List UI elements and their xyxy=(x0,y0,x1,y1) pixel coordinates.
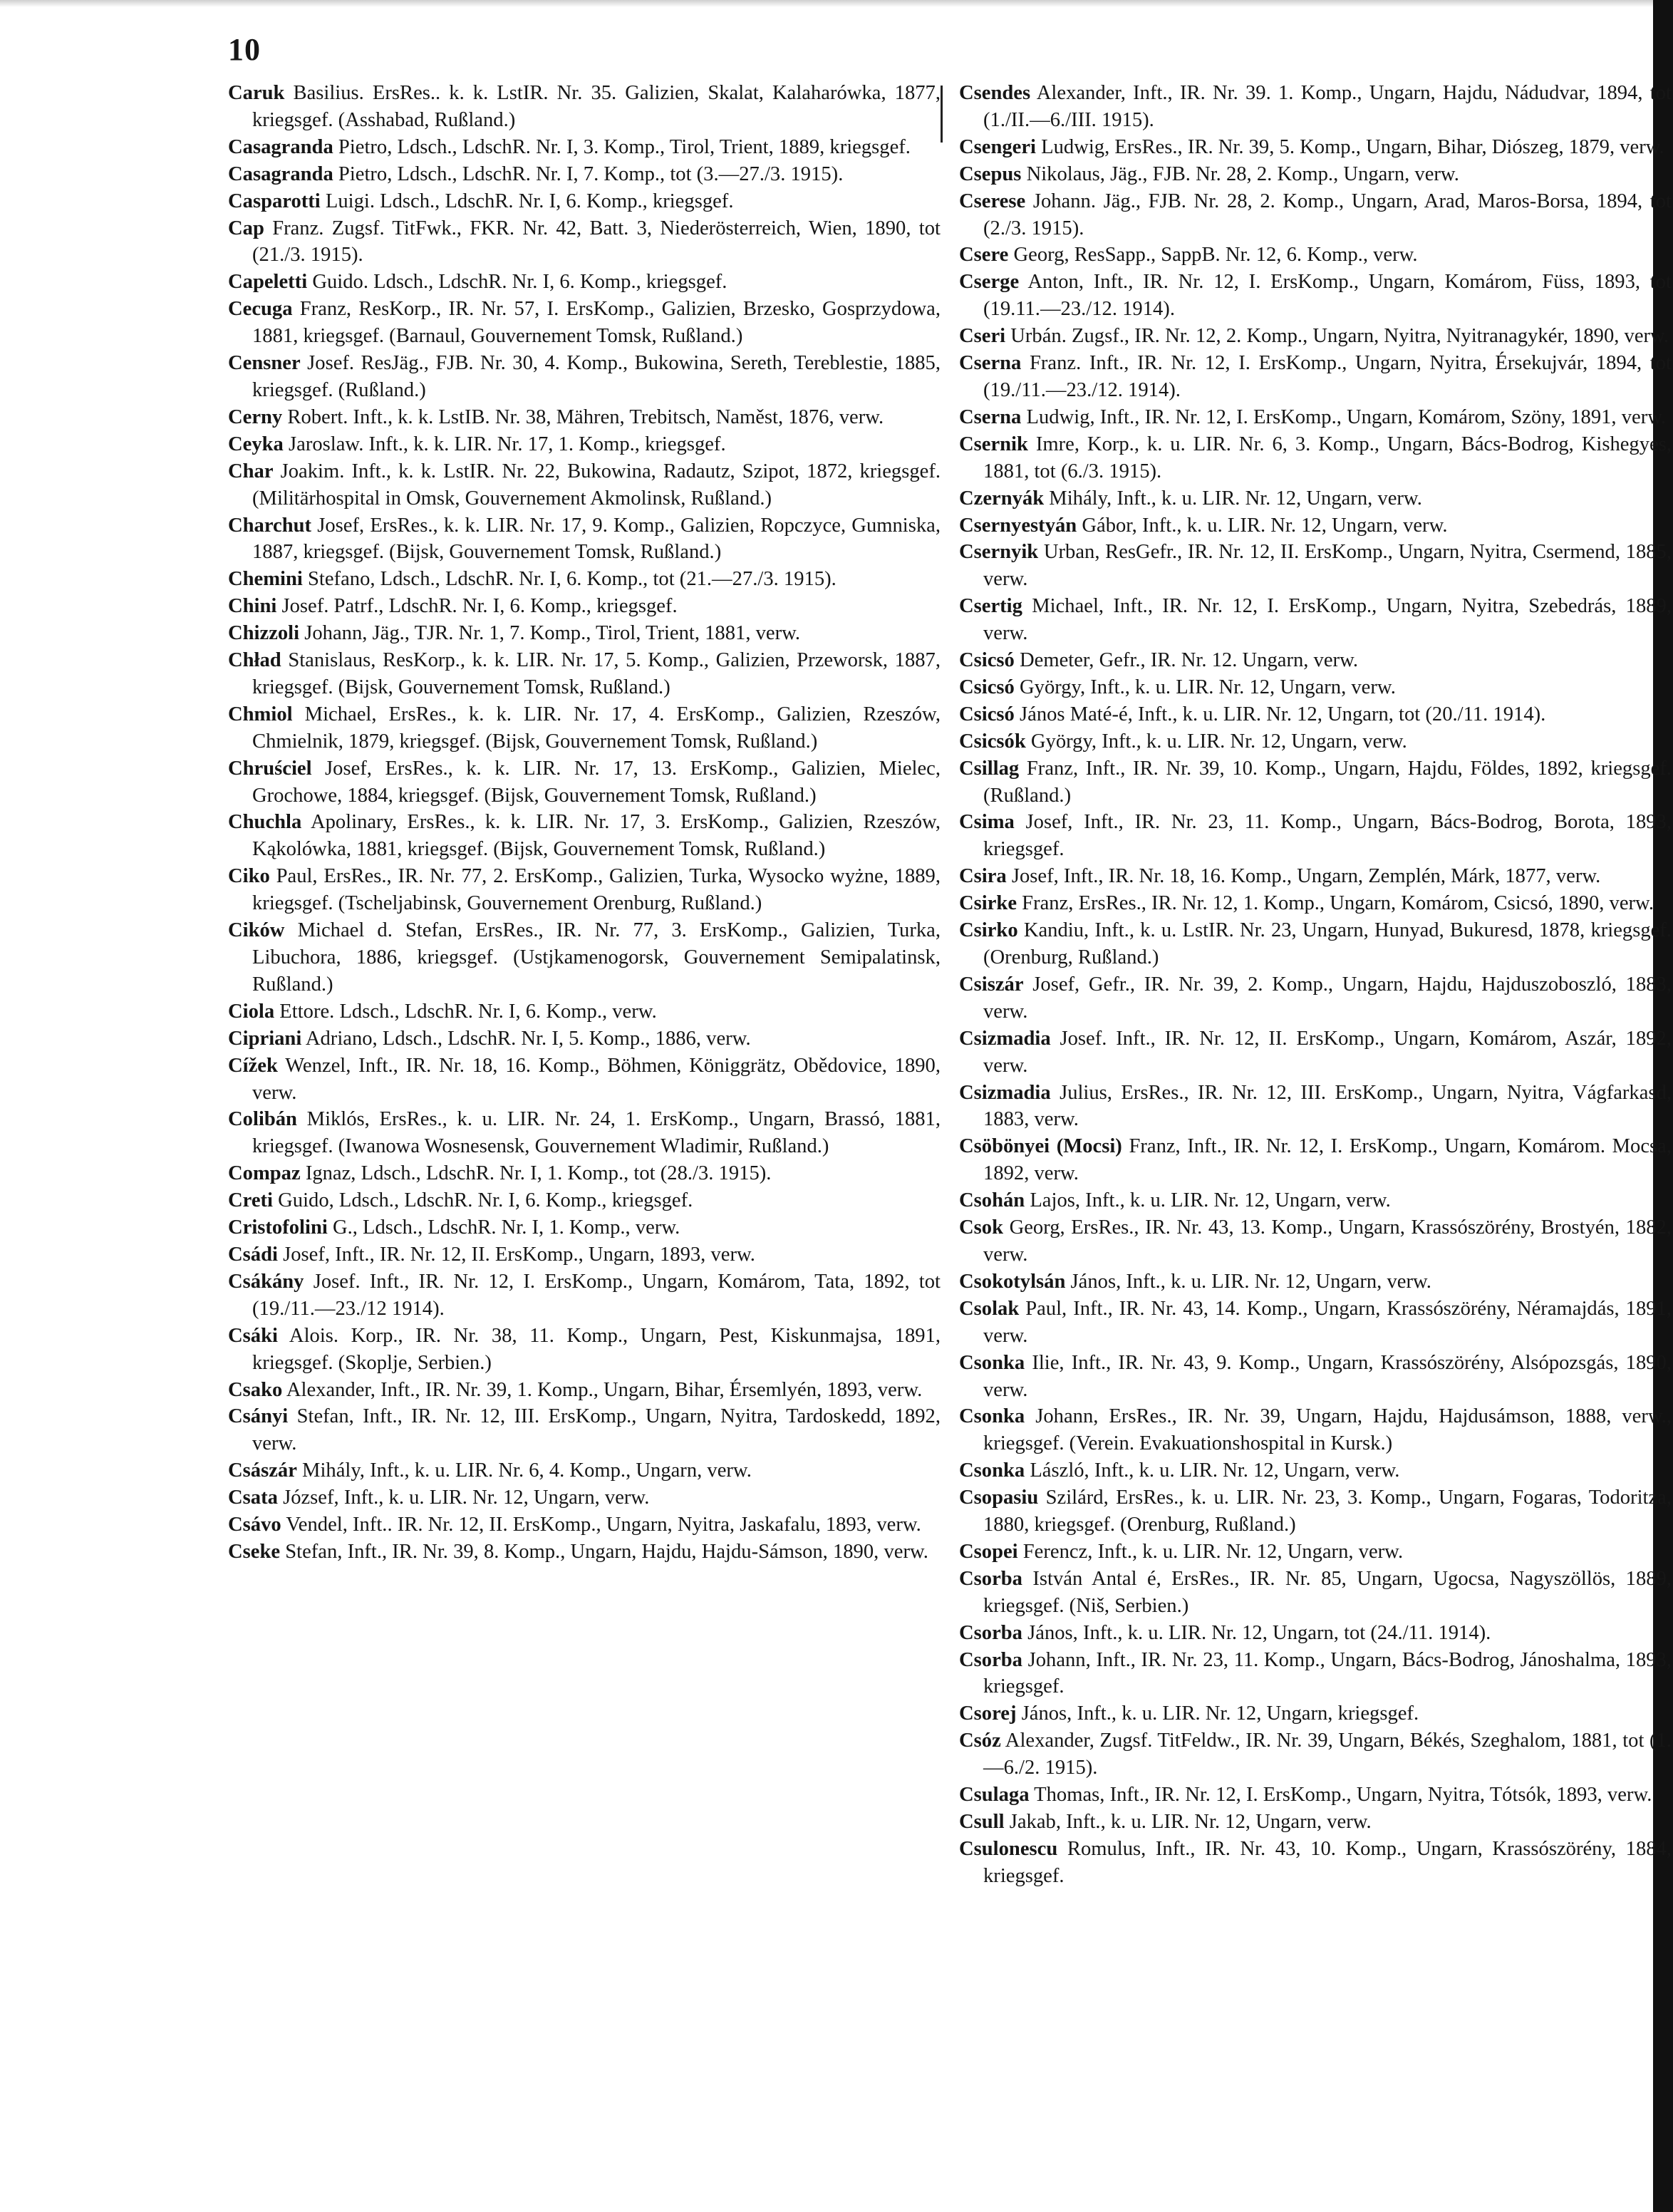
list-entry xyxy=(959,1809,1672,1836)
list-entry xyxy=(959,1025,1672,1080)
entry-details: Guido. Ldsch., LdschR. Nr. I, 6. Komp., kriegsgef. xyxy=(312,271,727,294)
entry-details: Apolinary, ErsRes., k. k. LIR. Nr. 17, 3. ErsKomp., Galizien, Rzeszów, Kąkolówka, 1881, kriegsgef. (Bijsk, Gouvernement Tomsk, Rußland.) xyxy=(252,811,941,861)
entry-details: Paul, Inft., IR. Nr. 43, 14. Komp., Ungarn, Krassószörény, Néramajdás, 1891, verw. xyxy=(983,1297,1672,1347)
entry-details: Wenzel, Inft., IR. Nr. 18, 16. Komp., Böhmen, Königgrätz, Obědovice, 1890, verw. xyxy=(252,1054,941,1104)
entry-details: Pietro, Ldsch., LdschR. Nr. I, 7. Komp., tot (3.—27./3. 1915). xyxy=(338,162,844,185)
list-entry xyxy=(228,566,941,593)
entry-surname: Csopei xyxy=(959,1540,1018,1563)
entry-surname: Csima xyxy=(959,811,1015,834)
entry-surname: Compaz xyxy=(228,1162,301,1185)
list-entry xyxy=(228,1187,941,1214)
entry-surname: Caruk xyxy=(228,82,285,104)
entry-surname: Cížek xyxy=(228,1054,278,1077)
entry-surname: Csóz xyxy=(959,1730,1001,1752)
entry-details: Josef. Inft., IR. Nr. 12, I. ErsKomp., Ungarn, Komárom, Tata, 1892, tot (19./11.—23./12 1914). xyxy=(252,1270,941,1320)
entry-surname: Ceyka xyxy=(228,433,284,455)
entry-surname: Csopasiu xyxy=(959,1487,1039,1509)
entry-details: János, Inft., k. u. LIR. Nr. 12, Ungarn, kriegsgef. xyxy=(1021,1702,1419,1725)
list-entry xyxy=(228,647,941,701)
entry-details: Franz, ResKorp., IR. Nr. 57, I. ErsKomp., Galizien, Brzesko, Gosprzydowa, 1881, kriegsgef. (Barnaul, Gouvernement Tomsk, Rußland.) xyxy=(252,298,941,348)
entry-details: Michael, Inft., IR. Nr. 12, I. ErsKomp., Ungarn, Nyitra, Szebedrás, 1889, verw. xyxy=(983,595,1672,645)
entry-surname: Csohán xyxy=(959,1189,1025,1212)
list-entry xyxy=(959,1350,1672,1404)
entry-details: Guido, Ldsch., LdschR. Nr. I, 6. Komp., kriegsgef. xyxy=(278,1189,693,1212)
list-entry xyxy=(228,620,941,647)
list-entry xyxy=(959,1539,1672,1566)
entry-surname: Cseri xyxy=(959,325,1006,348)
entry-details: Stefano, Ldsch., LdschR. Nr. I, 6. Komp., tot (21.—27./3. 1915). xyxy=(308,568,836,591)
entry-surname: Cserge xyxy=(959,271,1020,294)
list-entry xyxy=(228,1539,941,1566)
entry-surname: Casagranda xyxy=(228,162,333,185)
entry-surname: Cecuga xyxy=(228,298,293,321)
list-entry xyxy=(959,1566,1672,1620)
entry-surname: Csöbönyei (Mocsi) xyxy=(959,1135,1122,1158)
entry-details: Imre, Korp., k. u. LIR. Nr. 6, 3. Komp., Ungarn, Bács-Bodrog, Kishegyes, 1881, tot (6./3. 1915). xyxy=(983,433,1672,482)
entry-surname: Csertig xyxy=(959,595,1022,618)
entry-surname: Cików xyxy=(228,919,285,942)
entry-surname: Csorba xyxy=(959,1567,1022,1590)
entry-surname: Csizmadia xyxy=(959,1081,1051,1104)
entry-surname: Csonka xyxy=(959,1459,1025,1482)
list-entry xyxy=(228,755,941,810)
entry-surname: Csernik xyxy=(959,433,1028,455)
entry-details: Pietro, Ldsch., LdschR. Nr. I, 3. Komp., Tirol, Trient, 1889, kriegsgef. xyxy=(338,135,911,158)
entry-details: G., Ldsch., LdschR. Nr. I, 1. Komp., verw. xyxy=(332,1216,680,1239)
entry-surname: Casparotti xyxy=(228,190,321,212)
list-entry xyxy=(959,1133,1672,1187)
entry-surname: Chruściel xyxy=(228,757,312,780)
entry-surname: Cserna xyxy=(959,352,1022,375)
entry-surname: Csizmadia xyxy=(959,1027,1051,1050)
list-entry xyxy=(959,863,1672,890)
list-entry xyxy=(959,1484,1672,1539)
list-entry xyxy=(959,1187,1672,1214)
entry-details: Stefan, Inft., IR. Nr. 39, 8. Komp., Ungarn, Hajdu, Hajdu-Sámson, 1890, verw. xyxy=(285,1540,928,1563)
entry-details: Josef, Inft., IR. Nr. 23, 11. Komp., Ungarn, Bács-Bodrog, Borota, 1893, kriegsgef. xyxy=(983,811,1672,861)
entry-details: Kandiu, Inft., k. u. LstIR. Nr. 23, Ungarn, Hunyad, Bukuresd, 1878, kriegsgef. (Orenburg, Rußland.) xyxy=(983,919,1672,968)
entry-details: Julius, ErsRes., IR. Nr. 12, III. ErsKomp., Ungarn, Nyitra, Vágfarkasd, 1883, verw. xyxy=(983,1081,1672,1131)
list-entry xyxy=(228,296,941,350)
entry-details: Robert. Inft., k. k. LstIB. Nr. 38, Mähren, Trebitsch, Naměst, 1876, verw. xyxy=(287,405,884,428)
list-entry xyxy=(959,1647,1672,1701)
entry-surname: Cserna xyxy=(959,405,1022,428)
list-entry xyxy=(228,1106,941,1160)
entry-details: Josef, Inft., IR. Nr. 18, 16. Komp., Ungarn, Zemplén, Márk, 1877, verw. xyxy=(1011,865,1601,888)
entry-details: Michael, ErsRes., k. k. LIR. Nr. 17, 4. ErsKomp., Galizien, Rzeszów, Chmielnik, 1879, kriegsgef. (Bijsk, Gouvernement Tomsk, Rußland.) xyxy=(252,703,941,753)
list-entry xyxy=(228,1403,941,1457)
entry-details: Mihály, Inft., k. u. LIR. Nr. 6, 4. Komp., Ungarn, verw. xyxy=(302,1459,752,1482)
entry-surname: Cerny xyxy=(228,405,283,428)
column-divider xyxy=(941,86,943,143)
list-entry xyxy=(228,269,941,296)
list-entry xyxy=(959,701,1672,728)
entry-surname: Csicsó xyxy=(959,676,1015,698)
list-entry xyxy=(959,728,1672,755)
list-entry xyxy=(959,1700,1672,1727)
entry-details: Stanislaus, ResKorp., k. k. LIR. Nr. 17, 5. Komp., Galizien, Przeworsk, 1887, kriegsgef. (Bijsk, Gouvernement Tomsk, Rußland.) xyxy=(252,649,941,698)
entry-details: György, Inft., k. u. LIR. Nr. 12, Ungarn, verw. xyxy=(1030,730,1407,753)
list-entry xyxy=(959,1080,1672,1134)
list-entry xyxy=(959,134,1672,161)
entry-details: Urbán. Zugsf., IR. Nr. 12, 2. Komp., Ungarn, Nyitra, Nyitranagykér, 1890, verw. xyxy=(1010,325,1669,348)
list-entry xyxy=(959,917,1672,971)
list-entry xyxy=(228,188,941,215)
entry-details: Romulus, Inft., IR. Nr. 43, 10. Komp., Ungarn, Krassószörény, 1884, kriegsgef. xyxy=(983,1837,1672,1887)
entry-details: Miklós, ErsRes., k. u. LIR. Nr. 24, 1. ErsKomp., Ungarn, Brassó, 1881, kriegsgef. (Iwanowa Wosnesensk, Gouvernement Wladimir, Rußland.) xyxy=(252,1108,941,1158)
list-entry xyxy=(228,917,941,998)
entry-details: Ettore. Ldsch., LdschR. Nr. I, 6. Komp., verw. xyxy=(279,1000,657,1023)
entry-surname: Csako xyxy=(228,1378,283,1401)
entry-surname: Csirko xyxy=(959,919,1018,942)
entry-details: Paul, ErsRes., IR. Nr. 77, 2. ErsKomp., Galizien, Turka, Wysocko wyżne, 1889, kriegsgef. (Tscheljabinsk, Gouvernement Orenburg, Rußland.) xyxy=(252,865,941,915)
list-entry xyxy=(228,1457,941,1484)
entry-surname: Colibán xyxy=(228,1108,297,1131)
list-entry xyxy=(959,404,1672,431)
entry-details: Urban, ResGefr., IR. Nr. 12, II. ErsKomp., Ungarn, Nyitra, Csermend, 1885, verw. xyxy=(983,541,1672,591)
list-entry xyxy=(959,161,1672,188)
entry-surname: Csulonescu xyxy=(959,1837,1058,1860)
entry-details: János Maté-é, Inft., k. u. LIR. Nr. 12, Ungarn, tot (20./11. 1914). xyxy=(1020,703,1546,725)
right-column xyxy=(959,80,1672,1890)
list-entry xyxy=(228,1323,941,1377)
entry-surname: Csillag xyxy=(959,757,1020,780)
entry-details: Johann, ErsRes., IR. Nr. 39, Ungarn, Hajdu, Hajdusámson, 1888, verw., kriegsgef. (Verein. Evakuationshospital in Kursk.) xyxy=(983,1405,1672,1455)
entry-surname: Chład xyxy=(228,649,281,672)
entry-surname: Chizzoli xyxy=(228,622,300,645)
list-entry xyxy=(228,215,941,269)
entry-surname: Csicsó xyxy=(959,703,1015,725)
entry-details: Adriano, Ldsch., LdschR. Nr. I, 5. Komp., 1886, verw. xyxy=(305,1027,751,1050)
list-entry xyxy=(228,350,941,404)
entry-details: Franz, Inft., IR. Nr. 39, 10. Komp., Ungarn, Hajdu, Földes, 1892, kriegsgef. (Rußland.) xyxy=(983,757,1672,807)
entry-surname: Casagranda xyxy=(228,135,333,158)
entry-details: Lajos, Inft., k. u. LIR. Nr. 12, Ungarn, verw. xyxy=(1030,1189,1391,1212)
entry-details: Alexander, Inft., IR. Nr. 39. 1. Komp., Ungarn, Hajdu, Nádudvar, 1894, tot (1./II.—6./III. 1915). xyxy=(983,82,1672,131)
entry-details: Szilárd, ErsRes., k. u. LIR. Nr. 23, 3. Komp., Ungarn, Fogaras, Todoritza, 1880, kriegsgef. (Orenburg, Rußland.) xyxy=(983,1487,1672,1536)
list-entry xyxy=(959,323,1672,350)
list-entry xyxy=(959,1296,1672,1350)
entry-details: Luigi. Ldsch., LdschR. Nr. I, 6. Komp., kriegsgef. xyxy=(325,190,734,212)
entry-surname: Csulaga xyxy=(959,1784,1030,1807)
scan-top-edge xyxy=(0,0,1673,7)
list-entry xyxy=(959,1836,1672,1890)
entry-details: Georg, ResSapp., SappB. Nr. 12, 6. Komp., verw. xyxy=(1013,244,1418,267)
entry-surname: Charchut xyxy=(228,514,312,537)
list-entry xyxy=(959,1620,1672,1647)
entry-details: Basilius. ErsRes.. k. k. LstIR. Nr. 35. Galizien, Skalat, Kalaharówka, 1877, kriegsgef. (Asshabad, Rußland.) xyxy=(252,82,941,131)
list-entry xyxy=(959,1403,1672,1457)
entry-surname: Csiszár xyxy=(959,973,1024,996)
list-entry xyxy=(228,1511,941,1539)
list-entry xyxy=(959,1268,1672,1296)
entry-surname: Csengeri xyxy=(959,135,1036,158)
entry-surname: Chuchla xyxy=(228,811,302,834)
entry-surname: Czernyák xyxy=(959,487,1045,510)
list-entry xyxy=(228,1025,941,1053)
list-entry xyxy=(959,809,1672,863)
list-entry xyxy=(959,647,1672,674)
entry-surname: Csicsó xyxy=(959,649,1015,672)
entry-details: Alexander, Zugsf. TitFeldw., IR. Nr. 39, Ungarn, Békés, Szeghalom, 1881, tot (1.—6./2. 1915). xyxy=(983,1730,1672,1779)
list-entry xyxy=(228,512,941,567)
entry-surname: Csendes xyxy=(959,82,1031,104)
entry-details: Josef. Inft., IR. Nr. 12, II. ErsKomp., Ungarn, Komárom, Aszár, 1892, verw. xyxy=(983,1027,1672,1077)
list-entry xyxy=(959,512,1672,539)
list-entry xyxy=(228,80,941,134)
entry-details: Ludwig, ErsRes., IR. Nr. 39, 5. Komp., Ungarn, Bihar, Diószeg, 1879, verw. xyxy=(1041,135,1664,158)
entry-surname: Csirke xyxy=(959,892,1017,915)
entry-surname: Cristofolini xyxy=(228,1216,328,1239)
entry-details: József, Inft., k. u. LIR. Nr. 12, Ungarn, verw. xyxy=(283,1487,650,1509)
list-entry xyxy=(959,1782,1672,1809)
entry-details: Ludwig, Inft., IR. Nr. 12, I. ErsKomp., Ungarn, Komárom, Szöny, 1891, verw. xyxy=(1026,405,1667,428)
list-entry xyxy=(959,593,1672,647)
entry-surname: Ciola xyxy=(228,1000,275,1023)
entry-surname: Cseke xyxy=(228,1540,281,1563)
entry-details: Franz. Zugsf. TitFwk., FKR. Nr. 42, Batt. 3, Niederösterreich, Wien, 1890, tot (21./3. 1915). xyxy=(252,217,941,267)
entry-details: Mihály, Inft., k. u. LIR. Nr. 12, Ungarn, verw. xyxy=(1049,487,1422,510)
entry-details: Georg, ErsRes., IR. Nr. 43, 13. Komp., Ungarn, Krassószörény, Brostyén, 1882, verw. xyxy=(983,1216,1672,1266)
entry-surname: Ciko xyxy=(228,865,270,888)
entry-details: Thomas, Inft., IR. Nr. 12, I. ErsKomp., Ungarn, Nyitra, Tótsók, 1893, verw. xyxy=(1034,1784,1652,1807)
list-entry xyxy=(228,1160,941,1187)
list-entry xyxy=(228,458,941,512)
list-entry xyxy=(228,161,941,188)
entry-details: Josef. Patrf., LdschR. Nr. I, 6. Komp., kriegsgef. xyxy=(281,595,678,618)
list-entry xyxy=(228,1268,941,1323)
entry-details: Josef, Gefr., IR. Nr. 39, 2. Komp., Ungarn, Hajdu, Hajduszoboszló, 1883, verw. xyxy=(983,973,1672,1023)
list-entry xyxy=(959,1457,1672,1484)
list-entry xyxy=(959,350,1672,404)
entry-surname: Csernyestyán xyxy=(959,514,1077,537)
entry-surname: Csádi xyxy=(228,1243,278,1266)
list-entry xyxy=(228,1484,941,1511)
list-entry xyxy=(228,404,941,431)
entry-details: Johann, Inft., IR. Nr. 23, 11. Komp., Ungarn, Bács-Bodrog, Jánoshalma, 1893, kriegsgef. xyxy=(983,1648,1672,1698)
entry-surname: Cserese xyxy=(959,190,1026,212)
entry-surname: Csákány xyxy=(228,1270,304,1293)
list-entry xyxy=(959,971,1672,1025)
list-entry xyxy=(228,593,941,620)
entry-details: Nikolaus, Jäg., FJB. Nr. 28, 2. Komp., Ungarn, verw. xyxy=(1026,162,1459,185)
entry-surname: Capeletti xyxy=(228,271,308,294)
entry-details: Ferencz, Inft., k. u. LIR. Nr. 12, Ungarn, verw. xyxy=(1022,1540,1404,1563)
list-entry xyxy=(959,755,1672,810)
entry-details: Michael d. Stefan, ErsRes., IR. Nr. 77, 3. ErsKomp., Galizien, Turka, Libuchora, 1886, kriegsgef. (Ustjkamenogorsk, Gouvernement Semipalatinsk, Rußland.) xyxy=(252,919,941,996)
entry-details: Jaroslaw. Inft., k. k. LIR. Nr. 17, 1. Komp., kriegsgef. xyxy=(289,433,726,455)
list-entry xyxy=(959,674,1672,701)
entry-surname: Csolak xyxy=(959,1297,1020,1320)
entry-surname: Csáki xyxy=(228,1324,278,1347)
list-entry xyxy=(228,1053,941,1107)
entry-surname: Creti xyxy=(228,1189,273,1212)
list-entry xyxy=(959,188,1672,242)
entry-details: Joakim. Inft., k. k. LstIR. Nr. 22, Bukowina, Radautz, Szipot, 1872, kriegsgef. (Militärhospital in Omsk, Gouvernement Akmolinsk, Rußland.) xyxy=(252,460,941,510)
list-entry xyxy=(959,485,1672,512)
entry-surname: Csira xyxy=(959,865,1007,888)
entry-details: Stefan, Inft., IR. Nr. 12, III. ErsKomp., Ungarn, Nyitra, Tardoskedd, 1892, verw. xyxy=(252,1405,941,1455)
entry-details: Demeter, Gefr., IR. Nr. 12. Ungarn, verw. xyxy=(1020,649,1359,672)
list-entry xyxy=(228,1241,941,1268)
list-entry xyxy=(959,1214,1672,1268)
entry-surname: Csepus xyxy=(959,162,1022,185)
entry-surname: Csok xyxy=(959,1216,1003,1239)
entry-surname: Csányi xyxy=(228,1405,289,1428)
list-entry xyxy=(228,1214,941,1241)
entry-details: Johann, Jäg., TJR. Nr. 1, 7. Komp., Tirol, Trient, 1881, verw. xyxy=(304,622,801,645)
entry-details: Franz, ErsRes., IR. Nr. 12, 1. Komp., Ungarn, Komárom, Csicsó, 1890, verw. xyxy=(1022,892,1654,915)
list-entry xyxy=(228,701,941,755)
list-entry xyxy=(228,809,941,863)
list-entry xyxy=(228,863,941,917)
entry-surname: Censner xyxy=(228,352,301,375)
entry-details: Johann. Jäg., FJB. Nr. 28, 2. Komp., Ungarn, Arad, Maros-Borsa, 1894, tot (2./3. 1915). xyxy=(983,190,1672,239)
entry-surname: Csicsók xyxy=(959,730,1026,753)
list-entry xyxy=(959,890,1672,917)
entry-details: György, Inft., k. u. LIR. Nr. 12, Ungarn, verw. xyxy=(1020,676,1396,698)
entry-surname: Csernyik xyxy=(959,541,1039,564)
entry-details: Franz. Inft., IR. Nr. 12, I. ErsKomp., Ungarn, Nyitra, Érsekujvár, 1894, tot (19./11.—23./12. 1914). xyxy=(983,352,1672,401)
entry-details: Ilie, Inft., IR. Nr. 43, 9. Komp., Ungarn, Krassószörény, Alsópozsgás, 1890, verw. xyxy=(983,1351,1672,1401)
entry-details: Franz, Inft., IR. Nr. 12, I. ErsKomp., Ungarn, Komárom. Mocsa, 1892, verw. xyxy=(983,1135,1672,1185)
entry-details: Josef, Inft., IR. Nr. 12, II. ErsKomp., Ungarn, 1893, verw. xyxy=(283,1243,755,1266)
entry-details: Ignaz, Ldsch., LdschR. Nr. I, 1. Komp., tot (28./3. 1915). xyxy=(305,1162,772,1185)
entry-details: István Antal é, ErsRes., IR. Nr. 85, Ungarn, Ugocsa, Nagyszöllös, 1889, kriegsgef. (Niš, Serbien.) xyxy=(983,1567,1672,1617)
entry-surname: Csull xyxy=(959,1811,1005,1833)
entry-surname: Csorej xyxy=(959,1702,1017,1725)
list-entry xyxy=(228,998,941,1025)
entry-details: Josef. ResJäg., FJB. Nr. 30, 4. Komp., Bukowina, Sereth, Tereblestie, 1885, kriegsgef. (Rußland.) xyxy=(252,352,941,401)
entry-surname: Csonka xyxy=(959,1351,1025,1374)
entry-surname: Csere xyxy=(959,244,1009,267)
entry-details: László, Inft., k. u. LIR. Nr. 12, Ungarn, verw. xyxy=(1030,1459,1400,1482)
entry-details: Jakab, Inft., k. u. LIR. Nr. 12, Ungarn, verw. xyxy=(1009,1811,1372,1833)
list-entry xyxy=(959,539,1672,593)
list-entry xyxy=(959,80,1672,134)
entry-details: Alois. Korp., IR. Nr. 38, 11. Komp., Ungarn, Pest, Kiskunmajsa, 1891, kriegsgef. (Skoplje, Serbien.) xyxy=(252,1324,941,1374)
entry-surname: Char xyxy=(228,460,274,482)
entry-surname: Csonka xyxy=(959,1405,1025,1428)
list-entry xyxy=(959,242,1672,269)
page-number: 10 xyxy=(228,32,261,67)
entry-surname: Chmiol xyxy=(228,703,293,725)
entry-details: Josef, ErsRes., k. k. LIR. Nr. 17, 9. Komp., Galizien, Ropczyce, Gumniska, 1887, kriegsgef. (Bijsk, Gouvernement Tomsk, Rußland.) xyxy=(252,514,941,564)
entry-surname: Chini xyxy=(228,595,277,618)
entry-surname: Császár xyxy=(228,1459,297,1482)
entry-surname: Csokotylsán xyxy=(959,1270,1066,1293)
list-entry xyxy=(228,431,941,458)
entry-surname: Csorba xyxy=(959,1648,1022,1671)
entry-surname: Chemini xyxy=(228,568,303,591)
entry-surname: Csávo xyxy=(228,1514,281,1536)
list-entry xyxy=(959,431,1672,485)
list-entry xyxy=(959,1727,1672,1782)
entry-details: Josef, ErsRes., k. k. LIR. Nr. 17, 13. ErsKomp., Galizien, Mielec, Grochowe, 1884, kriegsgef. (Bijsk, Gouvernement Tomsk, Rußland.) xyxy=(252,757,941,807)
left-column xyxy=(228,80,941,1566)
entry-details: János, Inft., k. u. LIR. Nr. 12, Ungarn, tot (24./11. 1914). xyxy=(1027,1621,1491,1644)
list-entry xyxy=(228,134,941,161)
list-entry xyxy=(959,269,1672,323)
entry-surname: Csata xyxy=(228,1487,278,1509)
entry-surname: Csorba xyxy=(959,1621,1022,1644)
entry-details: Anton, Inft., IR. Nr. 12, I. ErsKomp., Ungarn, Komárom, Füss, 1893, tot (19.11.—23./12. 1914). xyxy=(983,271,1672,321)
entry-details: Gábor, Inft., k. u. LIR. Nr. 12, Ungarn, verw. xyxy=(1082,514,1448,537)
entry-details: Vendel, Inft.. IR. Nr. 12, II. ErsKomp., Ungarn, Nyitra, Jaskafalu, 1893, verw. xyxy=(286,1514,921,1536)
list-entry xyxy=(228,1377,941,1404)
entry-surname: Cipriani xyxy=(228,1027,302,1050)
entry-details: Alexander, Inft., IR. Nr. 39, 1. Komp., Ungarn, Bihar, Érsemlyén, 1893, verw. xyxy=(286,1378,923,1401)
entry-details: János, Inft., k. u. LIR. Nr. 12, Ungarn, verw. xyxy=(1070,1270,1431,1293)
entry-surname: Cap xyxy=(228,217,264,239)
